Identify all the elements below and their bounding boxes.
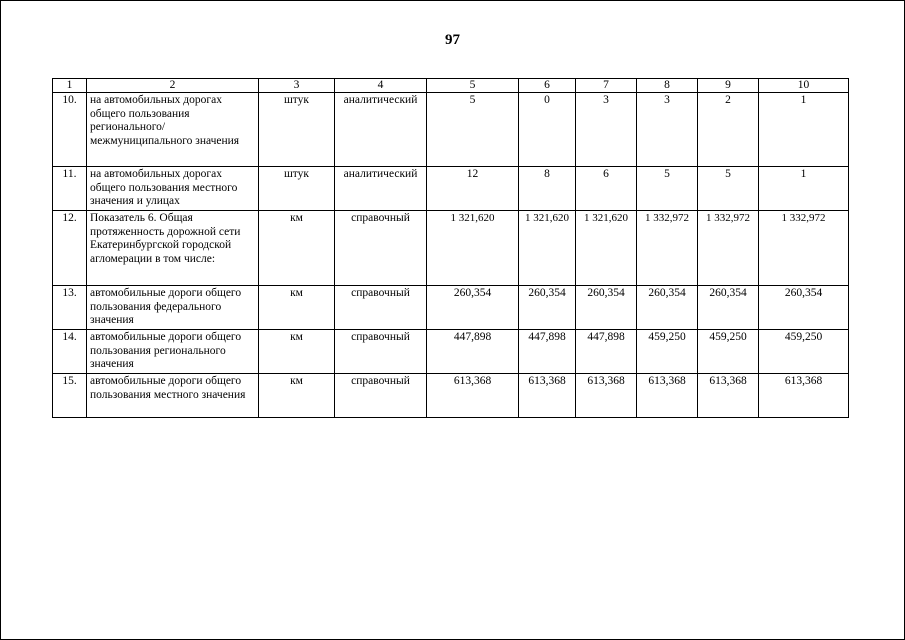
value-cell: 8	[519, 167, 576, 211]
value-cell: 613,368	[519, 374, 576, 418]
value-cell: 447,898	[519, 330, 576, 374]
value-cell: 1 332,972	[637, 211, 698, 286]
row-number: 13.	[53, 286, 87, 330]
column-header: 10	[759, 79, 849, 93]
value-cell: 260,354	[759, 286, 849, 330]
row-number: 11.	[53, 167, 87, 211]
value-cell: 1 321,620	[576, 211, 637, 286]
unit-cell: км	[259, 330, 335, 374]
value-cell: 3	[637, 93, 698, 167]
value-cell: 447,898	[427, 330, 519, 374]
indicator-name: автомобильные дороги общего пользования местного значения	[87, 374, 259, 418]
value-cell: 459,250	[759, 330, 849, 374]
column-header: 2	[87, 79, 259, 93]
table-row	[53, 330, 849, 374]
table-row	[53, 167, 849, 211]
value-cell: 6	[576, 167, 637, 211]
value-cell: 1 321,620	[427, 211, 519, 286]
unit-cell: км	[259, 374, 335, 418]
value-cell: 5	[637, 167, 698, 211]
value-cell: 613,368	[759, 374, 849, 418]
value-cell: 613,368	[698, 374, 759, 418]
value-cell: 459,250	[698, 330, 759, 374]
value-cell: 5	[427, 93, 519, 167]
type-cell: аналитический	[335, 167, 427, 211]
column-header: 5	[427, 79, 519, 93]
value-cell: 613,368	[427, 374, 519, 418]
value-cell: 1	[759, 167, 849, 211]
row-number: 10.	[53, 93, 87, 167]
column-header: 9	[698, 79, 759, 93]
unit-cell: км	[259, 286, 335, 330]
column-header: 4	[335, 79, 427, 93]
type-cell: аналитический	[335, 93, 427, 167]
header-row	[53, 79, 849, 93]
value-cell: 5	[698, 167, 759, 211]
indicators-table	[52, 78, 849, 418]
row-number: 15.	[53, 374, 87, 418]
indicator-name: на автомобильных дорогах общего пользования регионального/ межмуниципального значения	[87, 93, 259, 167]
value-cell: 12	[427, 167, 519, 211]
value-cell: 613,368	[576, 374, 637, 418]
value-cell: 260,354	[698, 286, 759, 330]
indicator-name: автомобильные дороги общего пользования федерального значения	[87, 286, 259, 330]
type-cell: справочный	[335, 286, 427, 330]
page-number: 97	[445, 32, 460, 48]
unit-cell: км	[259, 211, 335, 286]
row-number: 12.	[53, 211, 87, 286]
value-cell: 2	[698, 93, 759, 167]
value-cell: 260,354	[637, 286, 698, 330]
indicator-name: Показатель 6. Общая протяженность дорожной сети Екатеринбургской городской агломерации в том числе:	[87, 211, 259, 286]
column-header: 1	[53, 79, 87, 93]
value-cell: 1 332,972	[698, 211, 759, 286]
row-number: 14.	[53, 330, 87, 374]
value-cell: 1 321,620	[519, 211, 576, 286]
column-header: 8	[637, 79, 698, 93]
type-cell: справочный	[335, 374, 427, 418]
table-row	[53, 286, 849, 330]
unit-cell: штук	[259, 167, 335, 211]
value-cell: 260,354	[576, 286, 637, 330]
value-cell: 1	[759, 93, 849, 167]
value-cell: 447,898	[576, 330, 637, 374]
type-cell: справочный	[335, 211, 427, 286]
value-cell: 260,354	[427, 286, 519, 330]
value-cell: 3	[576, 93, 637, 167]
table-row	[53, 374, 849, 418]
value-cell: 260,354	[519, 286, 576, 330]
value-cell: 613,368	[637, 374, 698, 418]
table-row	[53, 93, 849, 167]
indicator-name: на автомобильных дорогах общего пользования местного значения и улицах	[87, 167, 259, 211]
value-cell: 1 332,972	[759, 211, 849, 286]
unit-cell: штук	[259, 93, 335, 167]
column-header: 3	[259, 79, 335, 93]
indicator-name: автомобильные дороги общего пользования регионального значения	[87, 330, 259, 374]
type-cell: справочный	[335, 330, 427, 374]
column-header: 7	[576, 79, 637, 93]
table-row	[53, 211, 849, 286]
value-cell: 0	[519, 93, 576, 167]
column-header: 6	[519, 79, 576, 93]
value-cell: 459,250	[637, 330, 698, 374]
